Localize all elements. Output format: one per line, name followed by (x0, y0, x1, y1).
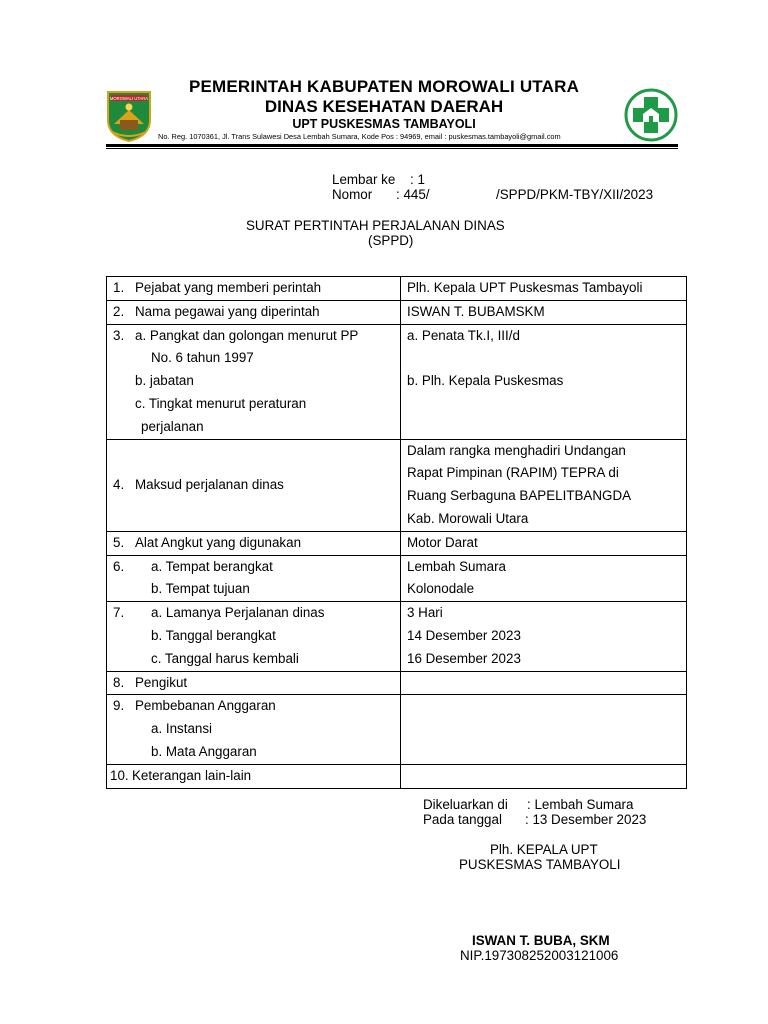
signer-position: Plh. KEPALA UPT (490, 842, 598, 857)
row-number: 8. (113, 674, 125, 690)
document-subtitle: (SPPD) (368, 233, 414, 248)
letterhead-department: DINAS KESEHATAN DAERAH (264, 97, 504, 116)
row-number: 2. (113, 303, 125, 319)
row-label: Alat Angkut yang digunakan (135, 534, 302, 550)
svg-text:MOROWALI UTARA: MOROWALI UTARA (109, 96, 149, 101)
row-label: a. Lamanya Perjalanan dinas (151, 605, 325, 621)
row-value: 16 Desember 2023 (407, 650, 521, 666)
row-value: Kab. Morowali Utara (407, 510, 529, 526)
row-label: c. Tingkat menurut peraturan (135, 395, 307, 411)
document-title: SURAT PERTINTAH PERJALANAN DINAS (246, 218, 505, 233)
row-label: Pembebanan Anggaran (135, 698, 276, 714)
lembar-value: : 1 (410, 172, 425, 187)
row-label: Maksud perjalanan dinas (135, 476, 284, 492)
row-label: Nama pegawai yang diperintah (135, 303, 320, 319)
row-value: 14 Desember 2023 (407, 627, 521, 643)
row-number: 7. (113, 605, 125, 621)
issued-date-label: Pada tanggal (423, 812, 502, 827)
row-number: 1. (113, 280, 125, 295)
row-number: 9. (113, 698, 125, 714)
row-number: 3. (113, 327, 125, 343)
table-row (107, 555, 687, 602)
row-value (401, 764, 687, 788)
table-row (107, 695, 687, 764)
row-value: Ruang Serbaguna BAPELITBANGDA (407, 488, 632, 504)
row-label: c. Tanggal harus kembali (151, 650, 299, 666)
row-value: Plh. Kepala UPT Puskesmas Tambayoli (401, 277, 687, 301)
row-value: Kolonodale (407, 581, 475, 597)
issued-date-value: : 13 Desember 2023 (525, 812, 647, 827)
row-value: Dalam rangka menghadiri Undangan (407, 442, 626, 458)
row-number: 5. (113, 534, 125, 550)
table-row (107, 324, 687, 439)
row-value: 3 Hari (407, 605, 443, 621)
table-row (107, 277, 687, 301)
row-label: b. Mata Anggaran (151, 743, 257, 759)
table-row (107, 531, 687, 555)
row-number: 6. (113, 558, 125, 574)
row-label: Pengikut (135, 674, 188, 690)
letterhead-rule-thick (106, 144, 678, 147)
row-label: a. Tempat berangkat (151, 558, 273, 574)
row-number: 4. (113, 476, 125, 492)
row-label: a. Pangkat dan golongan menurut PP (135, 327, 359, 343)
row-value: Motor Darat (401, 531, 687, 555)
row-label: perjalanan (141, 418, 204, 434)
row-label: No. 6 tahun 1997 (151, 350, 254, 366)
table-row (107, 300, 687, 324)
nomor-suffix: /SPPD/PKM-TBY/XII/2023 (496, 187, 654, 202)
row-label: b. Tanggal berangkat (151, 627, 276, 643)
signer-office: PUSKESMAS TAMBAYOLI (459, 857, 621, 872)
row-value: a. Penata Tk.I, III/d (407, 327, 520, 343)
signer-name: ISWAN T. BUBA, SKM (472, 933, 610, 948)
lembar-label: Lembar ke (332, 172, 396, 187)
issued-at-value: : Lembah Sumara (527, 797, 634, 812)
table-row (107, 764, 687, 788)
nomor-label: Nomor (332, 187, 373, 202)
row-value (401, 695, 687, 764)
letterhead-government: PEMERINTAH KABUPATEN MOROWALI UTARA (188, 77, 580, 96)
row-value: b. Plh. Kepala Puskesmas (407, 373, 564, 389)
issued-at-label: Dikeluarkan di (423, 797, 508, 812)
row-value: Lembah Sumara (407, 558, 506, 574)
letterhead-rule-thin (106, 148, 678, 149)
row-label: Keterangan lain-lain (132, 767, 252, 783)
row-value (401, 671, 687, 695)
row-value: ISWAN T. BUBAMSKM (401, 300, 687, 324)
row-number: 10. (110, 767, 129, 783)
row-value: Rapat Pimpinan (RAPIM) TEPRA di (407, 465, 619, 481)
row-label: b. Tempat tujuan (151, 581, 250, 597)
letterhead-address: No. Reg. 1070361, Jl. Trans Sulawesi Desa Lembah Sumara, Kode Pos : 94969, email : puskesmas.tambayoli@gmail.com (158, 132, 561, 141)
row-label: b. jabatan (135, 373, 194, 389)
table-row (107, 602, 687, 671)
letterhead-unit: UPT PUSKESMAS TAMBAYOLI (292, 117, 476, 131)
table-row (107, 439, 687, 531)
table-row (107, 671, 687, 695)
row-label: a. Instansi (151, 721, 213, 737)
sppd-table (106, 276, 687, 789)
row-label: Pejabat yang memberi perintah (135, 280, 322, 295)
nomor-value: : 445/ (396, 187, 430, 202)
signer-nip: NIP.197308252003121006 (460, 948, 619, 963)
